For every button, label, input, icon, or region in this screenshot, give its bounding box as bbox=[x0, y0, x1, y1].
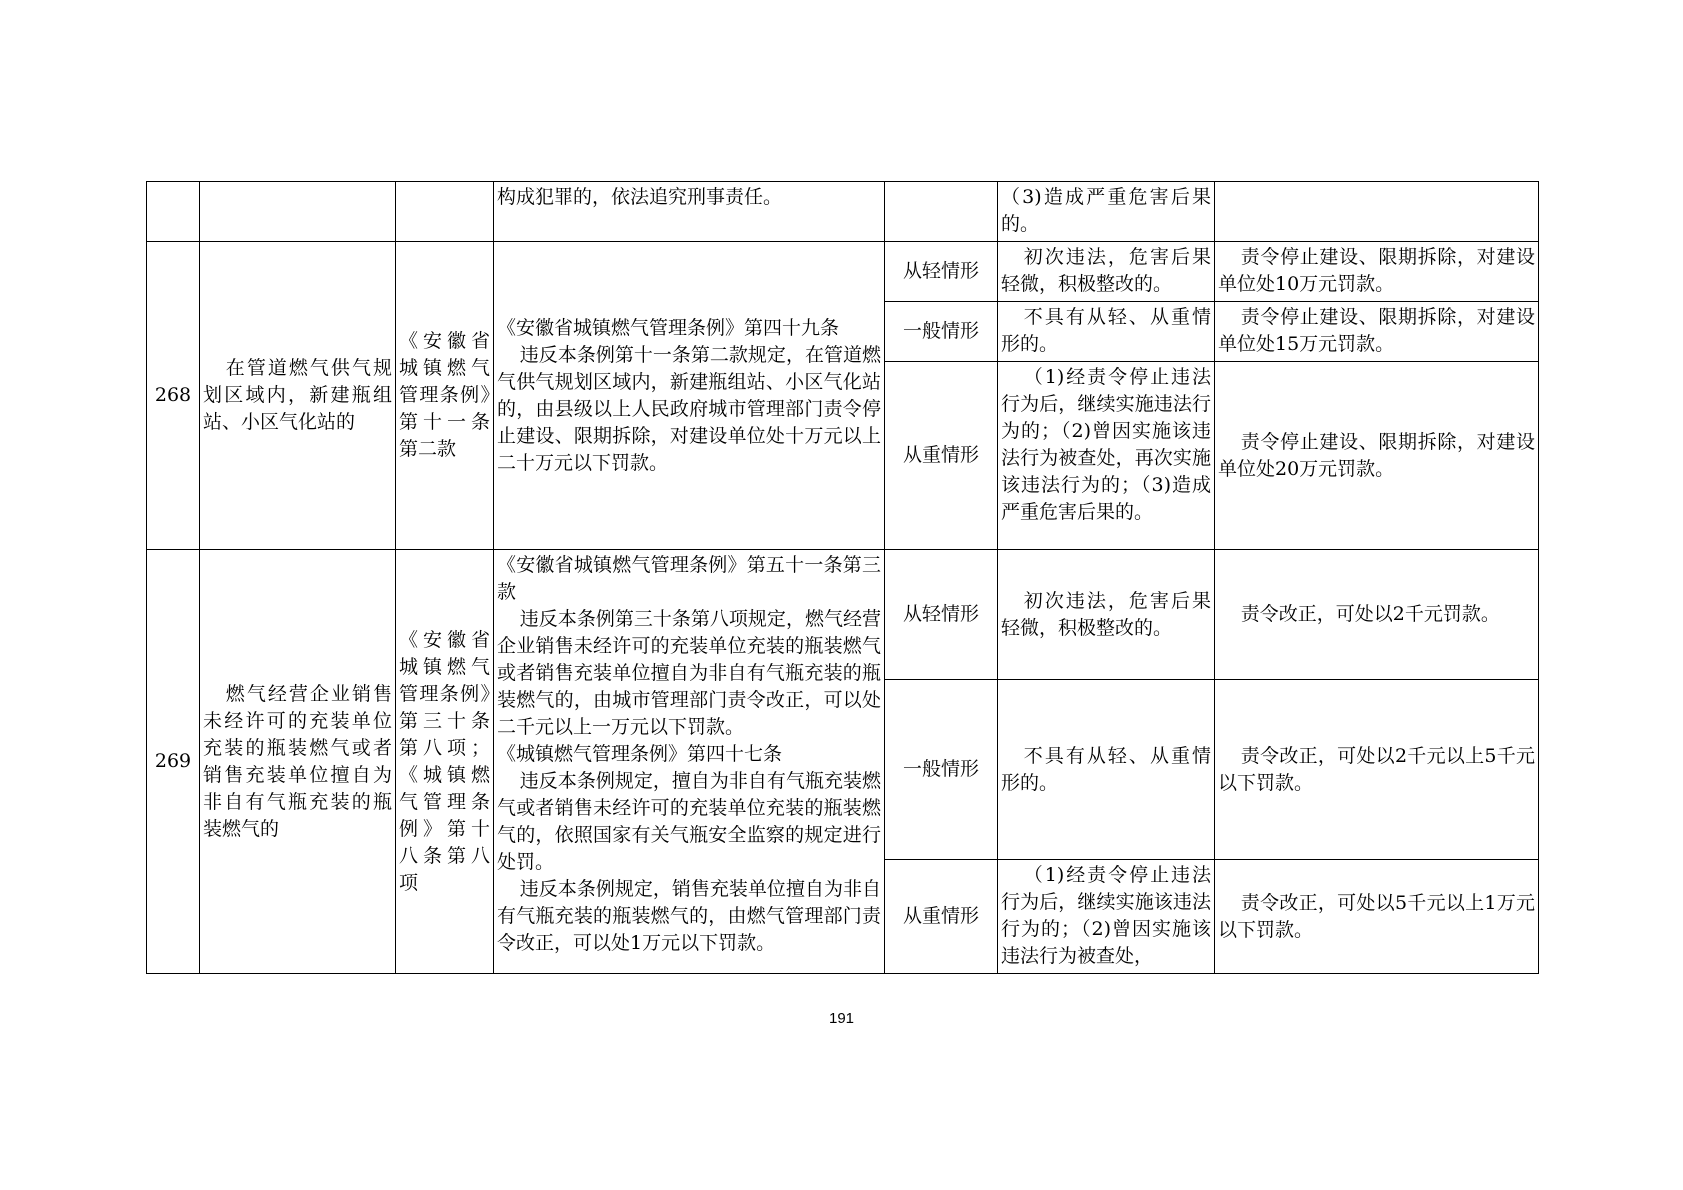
page-number: 191 bbox=[828, 1010, 855, 1027]
item-number-cell bbox=[147, 182, 200, 242]
penalty-provision-cell bbox=[494, 182, 885, 242]
circumstance-cell: 不具有从轻、从重情形的。 bbox=[998, 302, 1215, 362]
item-number-cell: 268 bbox=[147, 242, 200, 550]
discretion-level-cell: 一般情形 bbox=[885, 302, 998, 362]
legal-basis-cell bbox=[396, 182, 494, 242]
penalty-provision-cell bbox=[494, 550, 885, 974]
penalty-standard-cell: 责令改正，可处以2千元以上5千元以下罚款。 bbox=[1215, 680, 1539, 860]
provision-paragraph: 《安徽省城镇燃气管理条例》第五十一条第三款 bbox=[497, 554, 881, 603]
illegal-behavior-cell: 在管道燃气供气规划区域内，新建瓶组站、小区气化站的 bbox=[200, 242, 396, 550]
provision-paragraph: 违反本条例规定，擅自为非自有气瓶充装燃气或者销售未经许可的充装单位充装的瓶装燃气的，依照国家有关气瓶安全监察的规定进行处罚。 bbox=[497, 770, 881, 873]
penalty-standard-cell bbox=[1215, 182, 1539, 242]
legal-basis-cell: 《安徽省城镇燃气管理条例》第十一条第二款 bbox=[396, 242, 494, 550]
circumstance-cell: （1)经责令停止违法行为后，继续实施违法行为的；（2)曾因实施该违法行为被查处，再次实施该违法行为的；（3)造成严重危害后果的。 bbox=[998, 362, 1215, 550]
discretion-level-cell: 从重情形 bbox=[885, 362, 998, 550]
table-row bbox=[147, 550, 1539, 680]
penalty-table-region bbox=[146, 181, 1538, 974]
item-number-cell: 269 bbox=[147, 550, 200, 974]
provision-paragraph: 《安徽省城镇燃气管理条例》第四十九条 bbox=[497, 316, 840, 339]
circumstance-cell: （3)造成严重危害后果的。 bbox=[998, 182, 1215, 242]
circumstance-cell: 初次违法，危害后果轻微，积极整改的。 bbox=[998, 550, 1215, 680]
circumstance-cell: 不具有从轻、从重情形的。 bbox=[998, 680, 1215, 860]
discretion-level-cell: 从轻情形 bbox=[885, 242, 998, 302]
provision-paragraph: 构成犯罪的，依法追究刑事责任。 bbox=[497, 186, 783, 208]
illegal-behavior-cell: 燃气经营企业销售未经许可的充装单位充装的瓶装燃气或者销售充装单位擅自为非自有气瓶充装的瓶装燃气的 bbox=[200, 550, 396, 974]
discretion-level-cell: 一般情形 bbox=[885, 680, 998, 860]
penalty-standard-cell: 责令停止建设、限期拆除，对建设单位处20万元罚款。 bbox=[1215, 362, 1539, 550]
provision-paragraph: 违反本条例第十一条第二款规定，在管道燃气供气规划区域内，新建瓶组站、小区气化站的，由县级以上人民政府城市管理部门责令停止建设、限期拆除，对建设单位处十万元以上二十万元以下罚款。 bbox=[497, 343, 881, 474]
penalty-standard-cell: 责令停止建设、限期拆除，对建设单位处15万元罚款。 bbox=[1215, 302, 1539, 362]
discretion-level-cell: 从轻情形 bbox=[885, 550, 998, 680]
provision-paragraph: 违反本条例第三十条第八项规定，燃气经营企业销售未经许可的充装单位充装的瓶装燃气或者销售充装单位擅自为非自有气瓶充装的瓶装燃气的，由城市管理部门责令改正，可以处二千元以上一万元以下罚款。 bbox=[497, 608, 881, 738]
legal-basis-cell: 《安徽省城镇燃气管理条例》第三十条第八项；《城镇燃气管理条例》第十八条第八项 bbox=[396, 550, 494, 974]
discretion-level-cell: 从重情形 bbox=[885, 860, 998, 974]
penalty-standard-cell: 责令停止建设、限期拆除，对建设单位处10万元罚款。 bbox=[1215, 242, 1539, 302]
penalty-standard-cell: 责令改正，可处以5千元以上1万元以下罚款。 bbox=[1215, 860, 1539, 974]
discretion-level-cell bbox=[885, 182, 998, 242]
penalty-provision-cell bbox=[494, 242, 885, 550]
penalty-standard-table bbox=[146, 181, 1539, 974]
table-row bbox=[147, 182, 1539, 242]
circumstance-cell: 初次违法，危害后果轻微，积极整改的。 bbox=[998, 242, 1215, 302]
circumstance-cell: （1)经责令停止违法行为后，继续实施该违法行为的；（2)曾因实施该违法行为被查处， bbox=[998, 860, 1215, 974]
table-row bbox=[147, 242, 1539, 302]
illegal-behavior-cell bbox=[200, 182, 396, 242]
provision-paragraph: 违反本条例规定，销售充装单位擅自为非自有气瓶充装的瓶装燃气的，由燃气管理部门责令改正，可以处1万元以下罚款。 bbox=[497, 878, 881, 954]
provision-paragraph: 《城镇燃气管理条例》第四十七条 bbox=[497, 743, 783, 765]
penalty-standard-cell: 责令改正，可处以2千元罚款。 bbox=[1215, 550, 1539, 680]
